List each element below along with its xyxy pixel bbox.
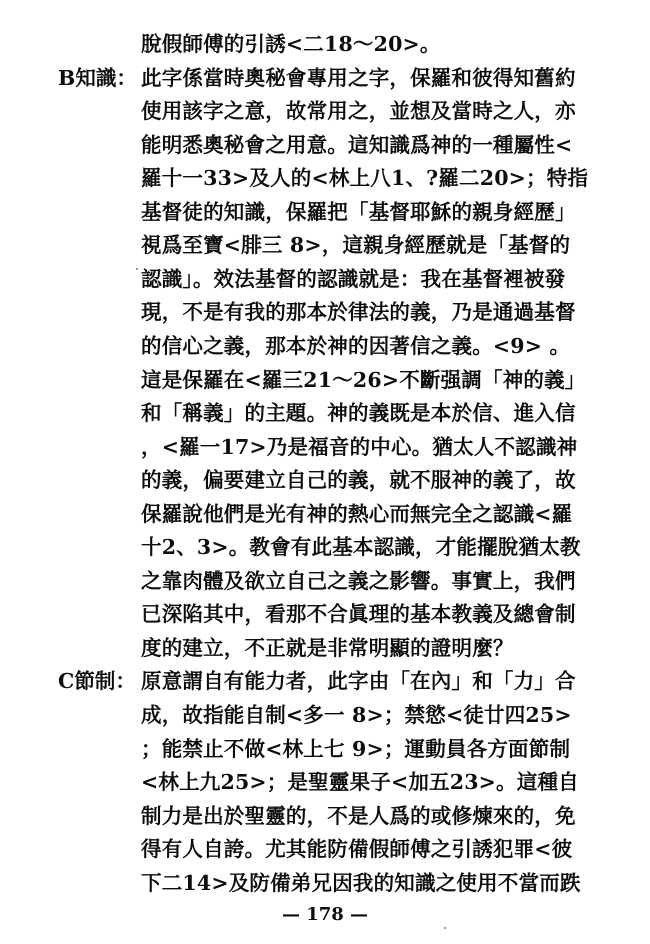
text-line: 視爲至寶<腓三 8>，這親身經歷就是「基督的 bbox=[141, 233, 571, 258]
text-line: 下二14>及防備弟兄因我的知識之使用不當而跌 bbox=[141, 870, 581, 895]
text-line: 和「稱義」的主題。神的義既是本於信、進入信 bbox=[141, 401, 576, 426]
text-line: 脫假師傅的引誘<二18～20>。 bbox=[141, 32, 441, 56]
text-line: ；能禁止不做<林上七 9>；運動員各方面節制 bbox=[141, 736, 571, 761]
section-label: B知識： bbox=[58, 65, 137, 90]
text-line: ，<羅一17>乃是福音的中心。猶太人不認識神 bbox=[141, 434, 578, 459]
text-line: 的信心之義，那本於神的因著信之義。<9> 。 bbox=[141, 333, 571, 358]
text-line: 羅十一33>及人的<林上八1、?羅二20>；特指 bbox=[141, 166, 589, 191]
text-line: 基督徒的知識，保羅把「基督耶穌的親身經歷」 bbox=[141, 199, 576, 224]
text-line: 現，不是有我的那本於律法的義，乃是通過基督 bbox=[141, 300, 576, 325]
page-number: — 178 — bbox=[281, 904, 369, 925]
text-line: 十2、3>。教會有此基本認識，才能擺脫猶太教 bbox=[141, 535, 581, 560]
text-line: 原意謂自有能力者，此字由「在內」和「力」合 bbox=[141, 669, 576, 694]
text-line: 成，故指能自制<多一 8>；禁慾<徒廿四25> bbox=[141, 703, 572, 727]
text-line: <林上九25>；是聖靈果子<加五23>。這種自 bbox=[141, 770, 579, 795]
text-line: 之靠肉體及欲立自己之義之影響。事實上，我們 bbox=[141, 568, 576, 593]
text-line: 的義，偏要建立自己的義，就不服神的義了，故 bbox=[141, 468, 576, 493]
text-line: 已深陷其中，看那不合眞理的基本教義及總會制 bbox=[141, 602, 576, 627]
text-line: 此字係當時奧秘會專用之字，保羅和彼得知舊約 bbox=[141, 65, 576, 90]
text-line: 使用該字之意，故常用之，並想及當時之人，亦 bbox=[141, 99, 576, 124]
text-line: 認識」。效法基督的認識就是：我在基督裡被發 bbox=[141, 266, 566, 291]
text-line: 能明悉奧秘會之用意。這知識爲神的一種屬性< bbox=[141, 132, 573, 157]
text-line: 保羅說他們是光有神的熱心而無完全之認識<羅 bbox=[141, 501, 573, 526]
scan-speck bbox=[136, 268, 138, 270]
text-line: 這是保羅在<羅三21～26>不斷强調「神的義」 bbox=[141, 367, 586, 392]
text-line: 得有人自誇。尤其能防備假師傅之引誘犯罪<彼 bbox=[141, 837, 573, 862]
text-line: 制力是出於聖靈的，不是人爲的或修煉來的，免 bbox=[141, 803, 576, 828]
scan-speck bbox=[444, 927, 446, 929]
text-line: 度的建立，不正就是非常明顯的證明麼？ bbox=[141, 635, 514, 660]
section-label: C節制： bbox=[58, 669, 136, 694]
